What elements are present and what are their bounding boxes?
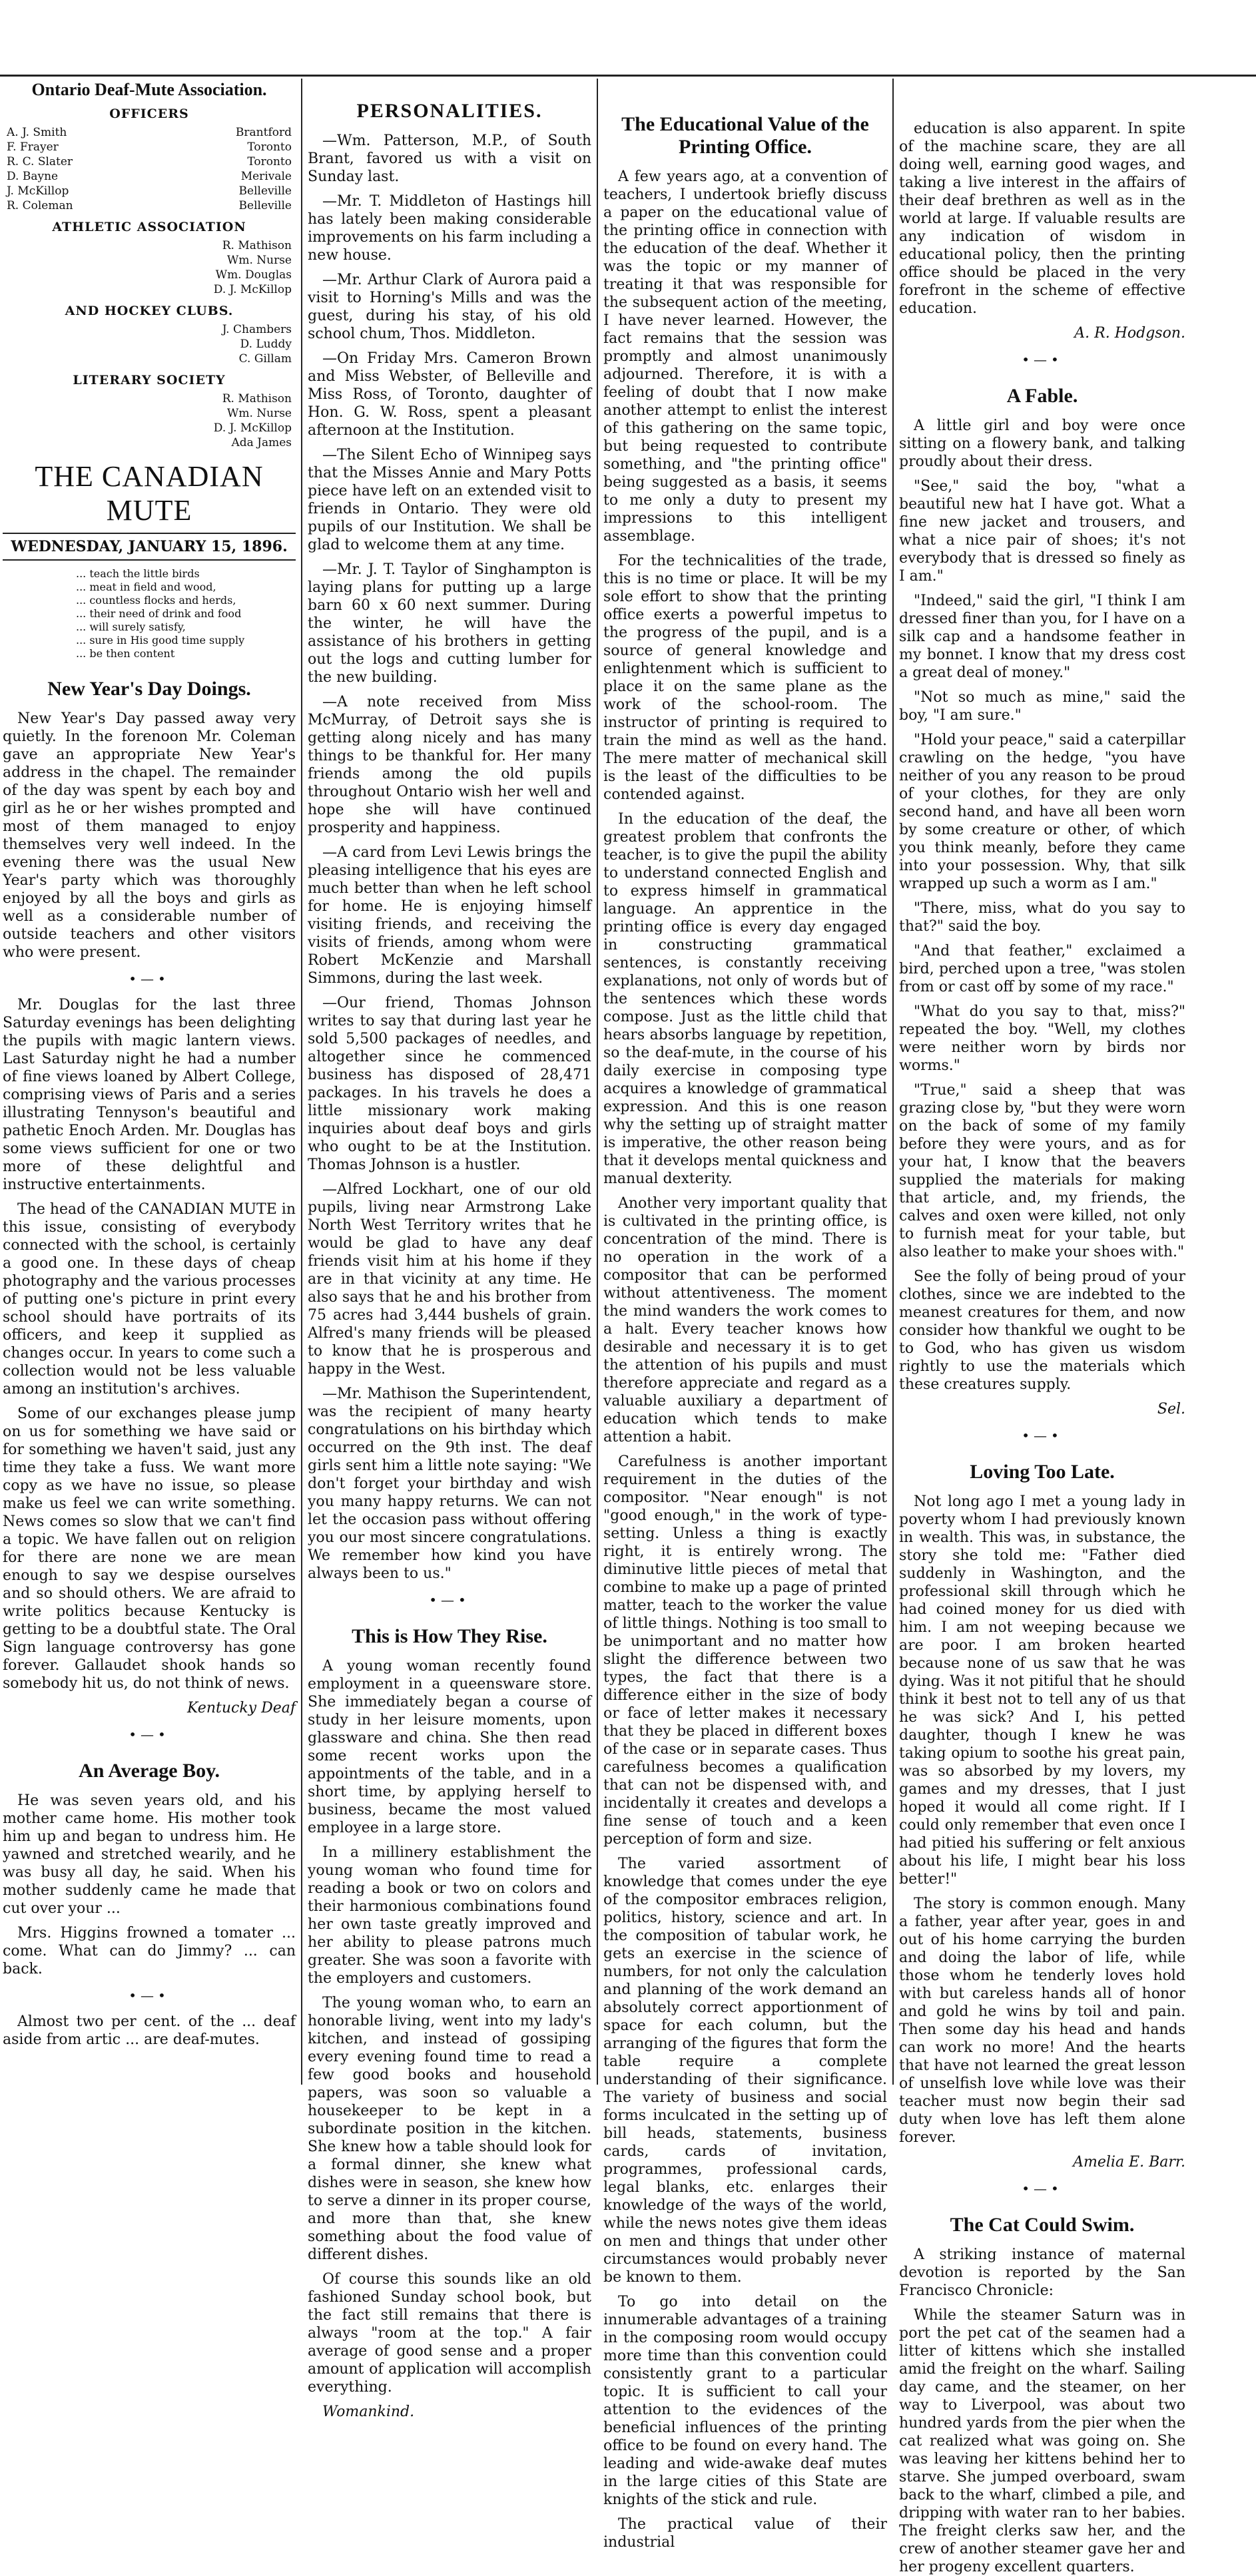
- article-paragraph: In a millinery establishment the young woman who found time for reading a book or two on colors and their harmonious combinations found her own taste greatly improved and her ability to please patrons much greater. She was soon a favorite with the employers and customers.: [308, 1844, 591, 1987]
- article-paragraph: —Our friend, Thomas Johnson writes to say that during last year he sold 5,500 packages of needles, and altogether since he commenced business has disposed of 28,471 packages. In his travels he does a little missionary work making inquiries about deaf boys and girls who ought to be at the Institution. Thomas Johnson is a hustler.: [308, 995, 591, 1173]
- printing-office-title: The Educational Value of the Printing Office.: [621, 113, 869, 158]
- article-paragraph: While the steamer Saturn was in port the pet cat of the seamen had a litter of kittens which she installed amid the freight on the wharf. Sailing day came, and the steamer, on her way to Liverpool, was about two hundred yards from the pier when the cat realized what was going on. She was leaving her kittens behind her to starve. She jumped overboard, swam back to the wharf, climbed a pile, and dripping with water ran to her babies. The freight clerks saw her, and the crew of another steamer gave her and her progeny excellent quarters.: [899, 2307, 1185, 2575]
- article-paragraph: —On Friday Mrs. Cameron Brown and Miss Webster, of Belleville and Miss Ross, of Toronto, daughter of Hon. G. W. Ross, spent a pleasant afternoon at the Institution.: [308, 350, 591, 439]
- athletic-member: Wm. Nurse: [226, 254, 292, 267]
- masthead: THE CANADIAN MUTE: [35, 460, 264, 527]
- officer-row: A. J. Smith Brantford: [7, 126, 292, 139]
- article-paragraph: —Mr. J. T. Taylor of Singhampton is laying plans for putting up a large barn 60 x 60 next summer. During the winter, he will have the assistance of his brothers in getting out the logs and cutting lumber for the new building.: [308, 561, 591, 686]
- separator: •—•: [429, 1592, 470, 1608]
- article-paragraph: A striking instance of maternal devotion is reported by the San Francisco Chronicle:: [899, 2246, 1185, 2299]
- article-paragraph: The practical value of their industrial: [603, 2516, 887, 2551]
- literary-heading: LITERARY SOCIETY: [73, 373, 226, 387]
- separator: •—•: [129, 1987, 170, 2003]
- article-paragraph: Of course this sounds like an old fashioned Sunday school book, but the fact still remains that there is always "room at the top." A fair average of good sense and a proper amount of application will accomplish everything.: [308, 2271, 591, 2396]
- column-rule-1: [301, 79, 302, 2085]
- article-paragraph: —Mr. T. Middleton of Hastings hill has lately been making considerable improvements on his farm including a new house.: [308, 193, 591, 264]
- article-paragraph: education is also apparent. In spite of the machine scare, they are all doing well, earning good wages, and taking a live interest in the affairs of their deaf brethren as well as in the world at large. If valuable results are any indication of wisdom in educational policy, then the printing office should be placed in the very forefront in the scheme of effective education.: [899, 121, 1185, 317]
- officer-row: F. Frayer Toronto: [7, 140, 292, 154]
- article-paragraph: A young woman recently found employment in a queensware store. She immediately began a course of study in her leisure moments, upon glassware and china. She then read some recent works upon the appointments of the table, and in a short time, by applying herself to business, became the most valued employee in a large store.: [308, 1658, 591, 1836]
- article-paragraph: In the education of the deaf, the greatest problem that confronts the teacher, is to give the pupil the ability to understand connected English and to express himself in grammatical language. An apprentice in the printing office is every day engaged in constructing grammatical sentences, is constantly receiving explanations, not only of words but of the sentences which these words compose. Just as the little child that hears absorbs language by repetition, so the deaf-mute, in the course of his daily exercise in composing type acquires a knowledge of grammatical expression. And this is one reason why the setting up of straight matter is imperative, the other reason being that it develops mental quickness and manual dexterity.: [603, 811, 887, 1187]
- officer-row: R. C. Slater Toronto: [7, 155, 292, 168]
- article-paragraph: See the folly of being proud of your clothes, since we are indebted to the meanest creatures for them, and now consider how thankful we ought to be to God, who has given us wisdom rightly to use the materials which these creatures supply.: [899, 1268, 1185, 1393]
- article-paragraph: Another very important quality that is cultivated in the printing office, is concentration of the mind. There is no operation in the work of a compositor that can be performed without attentiveness. The moment the mind wanders the work comes to a halt. Every teacher knows how desirable and necessary it is to get the attention of his pupils and must therefore appreciate and regard as a valuable auxiliary a department of education which tends to make attention a habit.: [603, 1195, 887, 1445]
- dateline: WEDNESDAY, JANUARY 15, 1896.: [3, 533, 296, 561]
- signature: Sel.: [1157, 1401, 1185, 1417]
- loving-title: Loving Too Late.: [970, 1461, 1115, 1483]
- article-paragraph: —Mr. Arthur Clark of Aurora paid a visit to Horning's Mills and was the guest, during his stay, of his old school chum, Thos. Middleton.: [308, 272, 591, 342]
- association-title: Ontario Deaf-Mute Association.: [31, 80, 267, 99]
- separator: •—•: [129, 1726, 170, 1742]
- article-paragraph: Mr. Douglas for the last three Saturday evenings has been delighting the pupils with magic lantern views. Last Saturday night he had a number of fine views loaned by Albert College, comprising views of Paris and a series illustrating Tennyson's beautiful and pathetic Enoch Arden. Mr. Douglas has some views sufficient for one or two more of these delightful and instructive entertainments.: [3, 997, 296, 1193]
- signature: A. R. Hodgson.: [1074, 325, 1185, 342]
- rise-title: This is How They Rise.: [352, 1625, 547, 1647]
- literary-member: Wm. Nurse: [226, 407, 292, 420]
- column-2: [308, 93, 591, 2420]
- article-paragraph: "See," said the boy, "what a beautiful new hat I have got. What a fine new jacket and trousers, and what a nice pair of shoes; it's not everybody that is dressed so finely as I am.": [899, 478, 1185, 585]
- article-paragraph: Some of our exchanges please jump on us for something we have said or for something we haven't said, just any time they take a fuss. We want more copy as we have no issue, so please make us feel we can write something. News comes so slow that we can't find a topic. We have fallen out on religion for there are none we are mean enough to say we despise ourselves and so should others. We are afraid to write politics because Kentucky is getting to be a doubtful state. The Oral Sign language controversy has gone forever. Gallaudet shook hands so somebody hit us, do not think of news.: [3, 1406, 296, 1692]
- article-paragraph: —A note received from Miss McMurray, of Detroit says she is getting along nicely and has many things to be thankful for. Her many friends among the old pupils throughout Ontario wish her well and hope she will have continued prosperity and happiness.: [308, 694, 591, 836]
- athletic-member: D. J. McKillop: [213, 283, 292, 296]
- separator: •—•: [1022, 352, 1063, 368]
- article-paragraph: He was seven years old, and his mother came home. His mother took him up and began to undress him. He yawned and stretched wearily, and he was busy all day, he said. When his mother suddenly came he made that cut over your ...: [3, 1792, 296, 1917]
- article-paragraph: —Mr. Mathison the Superintendent, was the recipient of many hearty congratulations on his birthday which occurred on the 9th inst. The deaf girls sent him a little note saying: "We don't forget your birthday and wish you many happy returns. We can not let the occasion pass without offering you our most sincere congratulations. We remember how kind you have always been to us.": [308, 1386, 591, 1582]
- hockey-member: D. Luddy: [240, 338, 292, 351]
- article-paragraph: Almost two per cent. of the ... deaf aside from artic ... are deaf-mutes.: [3, 2013, 296, 2048]
- signature: Kentucky Deaf: [186, 1700, 296, 1716]
- fable-title: A Fable.: [1006, 385, 1078, 407]
- article-paragraph: The varied assortment of knowledge that comes under the eye of the compositor embraces religion, politics, history, science and art. In the composition of tabular work, he gets an exercise in the science of numbers, for not only the calculation and planning of the work demand an absolutely correct apportionment of space for each column, but the arranging of the figures that form the table require a complete understanding of their significance. The variety of business and social forms inculcated in the setting up of bill heads, statements, business cards, cards of invitation, programmes, professional cards, legal blanks, etc. enlarges their knowledge of the ways of the world, while the news notes give them ideas on men and things that under other circumstances would probably never be known to them.: [603, 1856, 887, 2286]
- officer-row: R. Coleman Belleville: [7, 199, 292, 212]
- article-paragraph: To go into detail on the innumerable advantages of a training in the composing room would occupy more time than this convention could consistently grant to a particular topic. It is sufficient to call your attention to the evidences of the beneficial influences of the printing office to be found on every hand. The leading and wide-awake deaf mutes in the large cities of this State are knights of the stick and rule.: [603, 2294, 887, 2508]
- hockey-heading: AND HOCKEY CLUBS.: [65, 304, 234, 318]
- article-paragraph: For the technicalities of the trade, this is no time or place. It will be my sole effort to show that the printing office exerts a powerful impetus to the progress of the pupil, and is a source of general knowledge and enlightenment which is sufficient to place it on the same plane as the work of the school-room. The instructor of printing is required to train the mind as well as the hand. The mere matter of mechanical skill is the least of the difficulties to be contended against.: [603, 553, 887, 803]
- athletic-heading: ATHLETIC ASSOCIATION: [52, 220, 246, 234]
- article-paragraph: —A card from Levi Lewis brings the pleasing intelligence that his eyes are much better than when he left school for home. He is enjoying himself visiting friends, and receiving the visits of friends, among whom were Robert McKenzie and Marshall Simmons, during the last week.: [308, 844, 591, 987]
- article-paragraph: Mrs. Higgins frowned a tomater ... come. What can do Jimmy? ... can back.: [3, 1925, 296, 1977]
- column-rule-2: [597, 79, 598, 2085]
- literary-member: D. J. McKillop: [213, 421, 292, 435]
- officers-heading: OFFICERS: [109, 107, 189, 121]
- signature: Womankind.: [322, 2404, 415, 2420]
- literary-member: Ada James: [231, 436, 292, 449]
- officer-row: J. McKillop Belleville: [7, 184, 292, 198]
- article-paragraph: "There, miss, what do you say to that?" said the boy.: [899, 900, 1185, 935]
- article-paragraph: "Hold your peace," said a caterpillar crawling on the hedge, "you have neither of you any reason to be proud of your clothes, for they are only second hand, and have all been worn by some creature or other, of which you think meanly, before they came into your possession. Why, that silk wrapped up such a worm as I am.": [899, 732, 1185, 892]
- hockey-member: J. Chambers: [222, 323, 292, 336]
- article-paragraph: —Wm. Patterson, M.P., of South Brant, favored us with a visit on Sunday last.: [308, 132, 591, 185]
- article-paragraph: "What do you say to that, miss?" repeated the boy. "Well, my clothes were neither worn by birds nor worms.": [899, 1003, 1185, 1074]
- athletic-member: Wm. Douglas: [215, 268, 292, 282]
- article-paragraph: "True," said a sheep that was grazing close by, "but they were worn on the back of some of my family before they were yours, and as for your hat, I know that the beavers supplied the materials for making that article, and, my friends, the calves and oxen were killed, not only to furnish meat for your table, but also leather to make your shoes with.": [899, 1082, 1185, 1260]
- article-paragraph: The young woman who, to earn an honorable living, went into my lady's kitchen, and instead of gossiping every evening found time to read a few good books and household papers, was soon so valuable a housekeeper to be kept in a subordinate position in the kitchen. She knew how a table should look for a formal dinner, she knew what dishes were in season, she knew how to serve a dinner in its proper course, and more than that, she knew something about the food value of different dishes.: [308, 1995, 591, 2263]
- article-paragraph: "Not so much as mine," said the boy, "I am sure.": [899, 689, 1185, 724]
- separator: •—•: [129, 971, 170, 987]
- article-paragraph: "Indeed," said the girl, "I think I am dressed finer than you, for I have on a silk cap and a handsome feather in my bonnet. I know that my dress cost a great deal of money.": [899, 593, 1185, 681]
- athletic-member: R. Mathison: [222, 239, 292, 252]
- article-paragraph: —Alfred Lockhart, one of our old pupils, living near Armstrong Lake North West Territory writes that he would be glad to have any deaf friends visit him at his home if they are in that vicinity at any time. He also says that he and his brother from 75 acres had 3,444 bushels of grain. Alfred's many friends will be pleased to know that he is prosperous and happy in the West.: [308, 1181, 591, 1378]
- column-3: [603, 107, 887, 2551]
- column-1: [3, 80, 296, 2085]
- column-4: [899, 120, 1185, 2575]
- verse: ... teach the little birds ... meat in field and wood, ... countless flocks and herds, ... their need of drink and food ... will surely satisfy, ... sure in His good time supply ... be then content: [76, 567, 245, 660]
- officer-row: D. Bayne Merivale: [7, 170, 292, 183]
- article-paragraph: A few years ago, at a convention of teachers, I undertook briefly discuss a paper on the educational value of the printing office in connection with the education of the deaf. Whether it was the topic or my manner of treating it that was responsible for the subsequent action of the meeting, I have never learned. However, the fact remains that the session was promptly and almost unanimously adjourned. Therefore, it is with a feeling of doubt that I now make another attempt to enlist the interest of this gathering on the same topic, but being requested to contribute something, and "the printing office" being suggested as a basis, it seems to me only a duty to present my impressions to this intelligent assemblage.: [603, 168, 887, 545]
- article-paragraph: The head of the CANADIAN MUTE in this issue, consisting of everybody connected with the school, is certainly a good one. In these days of cheap photography and the various processes of putting one's picture in print every school should have portraits of its officers, and keep it supplied as changes occur. In years to come such a collection would not be less valuable among an institution's archives.: [3, 1201, 296, 1398]
- average-boy-title: An Average Boy.: [79, 1760, 220, 1782]
- article-paragraph: New Year's Day passed away very quietly. In the forenoon Mr. Coleman gave an appropriate New Year's address in the chapel. The remainder of the day was spent by each boy and girl as he or her wishes prompted and most of them managed to enjoy themselves very well indeed. In the evening there was the usual New Year's party which was thoroughly enjoyed by all the boys and girls as well as a considerable number of outside teachers and other visitors who were present.: [3, 710, 296, 961]
- article-paragraph: —The Silent Echo of Winnipeg says that the Misses Annie and Mary Potts piece have left on an extended visit to friends in Ontario. They were old pupils of our Institution. We shall be glad to welcome them at any time.: [308, 447, 591, 553]
- hockey-member: C. Gillam: [238, 352, 292, 366]
- literary-member: R. Mathison: [222, 392, 292, 405]
- newyear-title: New Year's Day Doings.: [47, 678, 251, 700]
- article-paragraph: Carefulness is another important requirement in the duties of the compositor. "Near enough" is not "good enough," in the work of type-setting. Unless a thing is exactly right, it is entirely wrong. The diminutive little pieces of metal that combine to make up a page of printed matter, teach to the worker the value of little things. Nothing is too small to be unimportant and no matter how slight the difference between two types, the fact that there is a difference either in the size of body or face of letter makes it necessary that they be placed in different boxes of the case or in separate cases. Thus carefulness becomes a qualification that can not be dispensed with, and incidentally it creates and develops a fine sense of touch and a keen perception of form and size.: [603, 1453, 887, 1848]
- separator: •—•: [1022, 1427, 1063, 1443]
- article-paragraph: The story is common enough. Many a father, year after year, goes in and out of his home carrying the burden and doing the labor of life, while those whom he tenderly loves hold with but careless hands all of honor and gold he wins by toil and pain. Then some day his head and hands can work no more! And the hearts that have not learned the great lesson of unselfish love while love was their teacher must now begin their sad duty when love has left them alone forever.: [899, 1896, 1185, 2146]
- article-paragraph: A little girl and boy were once sitting on a flowery bank, and talking proudly about their dress.: [899, 417, 1185, 470]
- column-rule-3: [892, 79, 894, 2085]
- signature: Amelia E. Barr.: [1073, 2154, 1185, 2171]
- article-paragraph: Not long ago I met a young lady in poverty whom I had previously known in wealth. This was, in substance, the story she told me: "Father died suddenly in Washington, and the professional skill through which he had coined money for us died with him. I am not weeping because we are poor. I am broken hearted because none of us saw that he was dying. Was it not pitiful that he should think it best not to tell any of us that he was sick? And I, his petted daughter, though I knew he was taking opium to soothe his great pain, was so absorbed by my lovers, my games and my dresses, that I just hoped it would all come right. If I could only remember that even once I had pitied his suffering or felt anxious about his life, I might bear his loss better!": [899, 1493, 1185, 1888]
- article-paragraph: "And that feather," exclaimed a bird, perched upon a tree, "was stolen from or cast off by some of my race.": [899, 943, 1185, 995]
- top-rule: [0, 75, 1256, 77]
- cat-title: The Cat Could Swim.: [950, 2214, 1135, 2236]
- personalities-title: PERSONALITIES.: [356, 100, 543, 122]
- separator: •—•: [1022, 2181, 1063, 2196]
